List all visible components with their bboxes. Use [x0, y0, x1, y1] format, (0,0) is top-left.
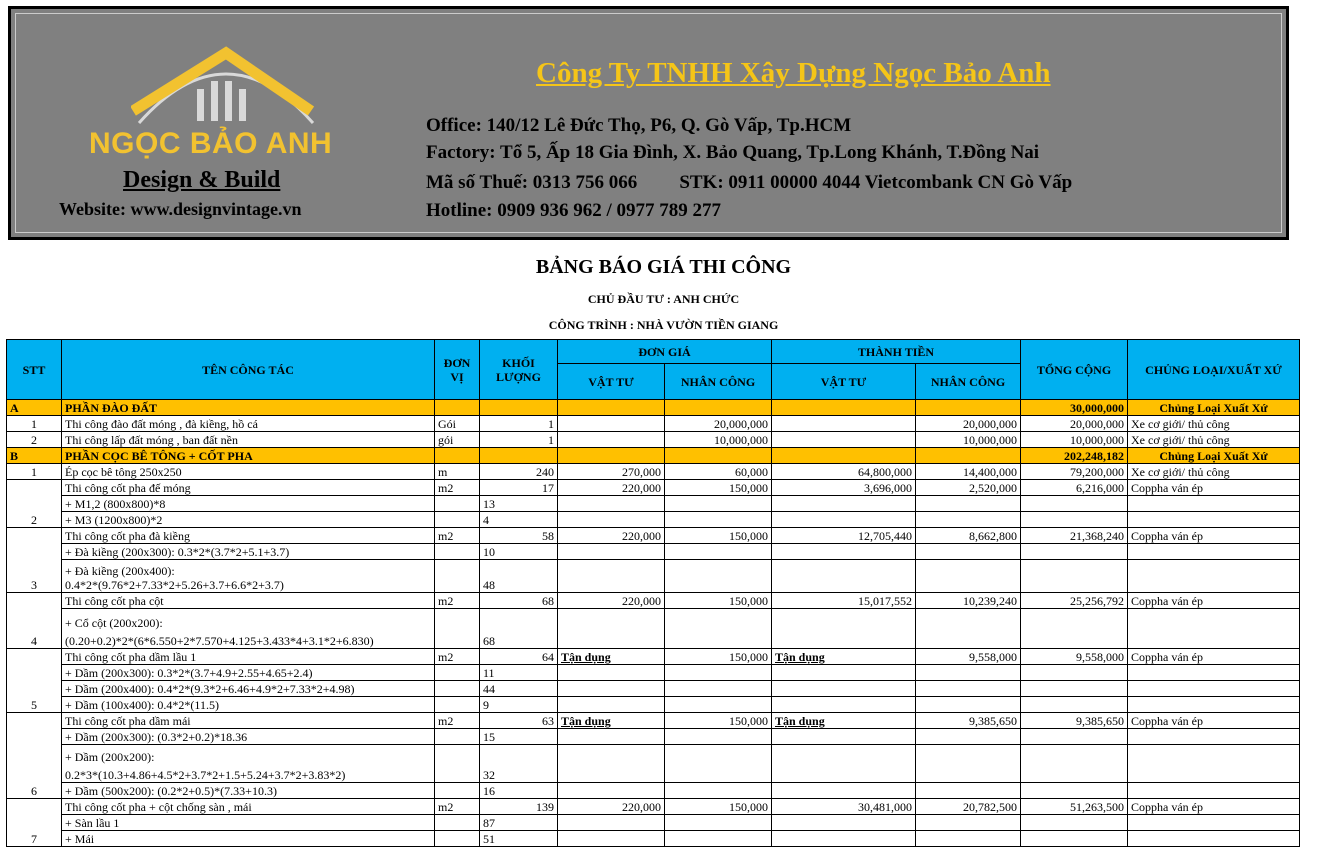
row-unit: gói: [435, 432, 480, 448]
row-stt: 1: [7, 464, 62, 480]
row-amount-labor: 20,000,000: [916, 416, 1021, 432]
row-origin: Xe cơ giới/ thủ công: [1128, 432, 1300, 448]
subrow-task-line1: + Dầm (200x200):: [65, 750, 155, 764]
section-total: 30,000,000: [1021, 400, 1128, 416]
subrow-qty: 4: [480, 512, 558, 528]
table-row: [7, 464, 1300, 480]
row-unit: m2: [435, 649, 480, 665]
table-subrow: [7, 665, 1300, 681]
col-total: TỔNG CỘNG: [1021, 340, 1128, 400]
table-subrow: [7, 512, 1300, 528]
row-amount-labor: 20,782,500: [916, 799, 1021, 815]
website-link[interactable]: Website: www.designvintage.vn: [59, 199, 302, 219]
row-price-material: Tận dụng: [558, 649, 665, 665]
row-price-labor: 150,000: [665, 528, 772, 544]
table-subrow: [7, 783, 1300, 799]
subrow-task: + Dầm (100x400): 0.4*2*(11.5): [62, 697, 435, 713]
subrow-task: + M3 (1200x800)*2: [62, 512, 435, 528]
section-total: 202,248,182: [1021, 448, 1128, 464]
col-price-labor: NHÂN CÔNG: [665, 364, 772, 400]
row-total: 10,000,000: [1021, 432, 1128, 448]
section-row-b: [7, 448, 1300, 464]
investor-line: CHỦ ĐẦU TƯ : ANH CHỨC: [587, 292, 740, 306]
row-amount-material: Tận dụng: [772, 713, 916, 729]
row-qty: 17: [480, 480, 558, 496]
hotline: Hotline: 0909 936 962 / 0977 789 277: [426, 200, 722, 221]
row-amount-material: Tận dụng: [772, 649, 916, 665]
subrow-task: + Sàn lầu 1: [62, 815, 435, 831]
row-task: Thi công cốt pha dầm lầu 1: [62, 649, 435, 665]
row-stt: 2: [7, 432, 62, 448]
subrow-task-line1: + Đà kiềng (200x400):: [65, 564, 175, 578]
row-price-labor: 60,000: [665, 464, 772, 480]
row-amount-labor: 9,558,000: [916, 649, 1021, 665]
section-code: A: [7, 400, 62, 416]
col-amount-material: VẬT TƯ: [772, 364, 916, 400]
table-row: [7, 528, 1300, 544]
table-row: [7, 480, 1300, 496]
row-qty: 68: [480, 593, 558, 609]
subrow-task: + Mái: [62, 831, 435, 847]
row-price-material: 220,000: [558, 528, 665, 544]
row-qty: 63: [480, 713, 558, 729]
row-stt: 5: [7, 649, 62, 713]
row-total: 9,558,000: [1021, 649, 1128, 665]
row-unit: m: [435, 464, 480, 480]
section-code: B: [7, 448, 62, 464]
company-banner: [8, 6, 1289, 240]
subrow-qty: 9: [480, 697, 558, 713]
table-subrow: [7, 729, 1300, 745]
document-title: BẢNG BÁO GIÁ THI CÔNG: [535, 256, 792, 278]
row-task: Thi công cốt pha cột: [62, 593, 435, 609]
table-row: [7, 799, 1300, 815]
table-subrow: [7, 544, 1300, 560]
subrow-task: [62, 609, 435, 649]
row-price-labor: 150,000: [665, 649, 772, 665]
row-price-labor: 150,000: [665, 593, 772, 609]
subrow-task: + Dầm (200x400): 0.4*2*(9.3*2+6.46+4.9*2+7.33*2+4.98): [62, 681, 435, 697]
row-amount-material: 3,696,000: [772, 480, 916, 496]
table-subrow: [7, 815, 1300, 831]
row-amount-material: 15,017,552: [772, 593, 916, 609]
table-subrow: [7, 681, 1300, 697]
table-subrow: [7, 560, 1300, 593]
logo-text: NGỌC BẢO ANH: [89, 127, 333, 160]
factory-address: Factory: Tổ 5, Ấp 18 Gia Đình, X. Bảo Quang, Tp.Long Khánh, T.Đồng Nai: [426, 142, 1040, 163]
col-qty: KHỐI LƯỢNG: [480, 340, 558, 400]
company-name: Công Ty TNHH Xây Dựng Ngọc Bảo Anh: [536, 57, 1051, 89]
row-price-labor: 10,000,000: [665, 432, 772, 448]
row-unit: m2: [435, 528, 480, 544]
header-row: [7, 340, 1300, 364]
col-origin: CHỦNG LOẠI/XUẤT XỨ: [1128, 340, 1300, 400]
subrow-qty: 48: [480, 560, 558, 593]
row-unit: m2: [435, 713, 480, 729]
row-amount-labor: 2,520,000: [916, 480, 1021, 496]
row-amount-labor: 9,385,650: [916, 713, 1021, 729]
table-subrow: [7, 496, 1300, 512]
row-price-material: 220,000: [558, 480, 665, 496]
subrow-qty: 32: [480, 745, 558, 783]
subrow-qty: 10: [480, 544, 558, 560]
col-unit-price: ĐƠN GIÁ: [558, 340, 772, 364]
row-total: 79,200,000: [1021, 464, 1128, 480]
row-price-labor: 150,000: [665, 799, 772, 815]
col-task: TÊN CÔNG TÁC: [62, 340, 435, 400]
subrow-task: + Dầm (500x200): (0.2*2+0.5)*(7.33+10.3): [62, 783, 435, 799]
col-unit: ĐƠN VỊ: [435, 340, 480, 400]
row-price-labor: 150,000: [665, 480, 772, 496]
table-row: [7, 416, 1300, 432]
table-row: [7, 649, 1300, 665]
office-address: Office: 140/12 Lê Đức Thọ, P6, Q. Gò Vấp, Tp.HCM: [426, 115, 852, 136]
row-amount-labor: 14,400,000: [916, 464, 1021, 480]
row-total: 20,000,000: [1021, 416, 1128, 432]
row-stt: 4: [7, 593, 62, 649]
row-origin: Xe cơ giới/ thủ công: [1128, 464, 1300, 480]
table-subrow: [7, 609, 1300, 649]
section-origin: Chủng Loại Xuất Xứ: [1128, 400, 1300, 416]
row-task: Thi công cốt pha + cột chống sàn , mái: [62, 799, 435, 815]
table-row: [7, 432, 1300, 448]
subrow-task-line1: + Cổ cột (200x200):: [65, 616, 163, 630]
row-price-material: Tận dụng: [558, 713, 665, 729]
row-origin: Xe cơ giới/ thủ công: [1128, 416, 1300, 432]
row-qty: 139: [480, 799, 558, 815]
subrow-qty: 13: [480, 496, 558, 512]
row-task: Ép cọc bê tông 250x250: [62, 464, 435, 480]
row-amount-material: 64,800,000: [772, 464, 916, 480]
row-qty: 58: [480, 528, 558, 544]
table-subrow: [7, 745, 1300, 783]
col-stt: STT: [7, 340, 62, 400]
table-row: [7, 593, 1300, 609]
row-total: 6,216,000: [1021, 480, 1128, 496]
table-subrow: [7, 697, 1300, 713]
section-origin: Chủng Loại Xuất Xứ: [1128, 448, 1300, 464]
logo-tagline: Design & Build: [123, 167, 281, 193]
subrow-task: + Dầm (200x300): (0.3*2+0.2)*18.36: [62, 729, 435, 745]
row-stt: 1: [7, 416, 62, 432]
row-price-material: 220,000: [558, 593, 665, 609]
row-stt: 7: [7, 799, 62, 847]
house-logo-icon: [131, 45, 321, 125]
row-task: Thi công đào đất móng , đà kiềng, hồ cá: [62, 416, 435, 432]
row-task: Thi công cốt pha đế móng: [62, 480, 435, 496]
subrow-task: [62, 560, 435, 593]
row-stt: 6: [7, 713, 62, 799]
row-task: Thi công lấp đất móng , ban đất nền: [62, 432, 435, 448]
row-unit: m2: [435, 593, 480, 609]
col-price-material: VẬT TƯ: [558, 364, 665, 400]
quote-table: [6, 339, 1300, 847]
row-total: 25,256,792: [1021, 593, 1128, 609]
subrow-qty: 44: [480, 681, 558, 697]
row-qty: 240: [480, 464, 558, 480]
row-total: 9,385,650: [1021, 713, 1128, 729]
row-price-labor: 20,000,000: [665, 416, 772, 432]
row-unit: Gói: [435, 416, 480, 432]
row-qty: 64: [480, 649, 558, 665]
row-amount-labor: 10,239,240: [916, 593, 1021, 609]
subrow-task: + M1,2 (800x800)*8: [62, 496, 435, 512]
tax-code: Mã số Thuế: 0313 756 066: [426, 172, 638, 193]
section-name: PHẦN ĐÀO ĐẤT: [62, 400, 435, 416]
row-price-material: 220,000: [558, 799, 665, 815]
tax-bank-line: [426, 172, 1072, 194]
row-qty: 1: [480, 416, 558, 432]
subrow-task-line2: (0.20+0.2)*2*(6*6.550+2*7.570+4.125+3.433*4+3.1*2+6.830): [65, 634, 374, 648]
row-origin: Coppha ván ép: [1128, 593, 1300, 609]
subrow-qty: 87: [480, 815, 558, 831]
row-stt: 3: [7, 528, 62, 593]
subrow-qty: 68: [480, 609, 558, 649]
row-unit: m2: [435, 480, 480, 496]
row-task: Thi công cốt pha dầm mái: [62, 713, 435, 729]
row-origin: Coppha ván ép: [1128, 480, 1300, 496]
subrow-task: + Đà kiềng (200x300): 0.3*2*(3.7*2+5.1+3.7): [62, 544, 435, 560]
section-name: PHẦN CỌC BÊ TÔNG + CỐT PHA: [62, 448, 435, 464]
row-origin: Coppha ván ép: [1128, 713, 1300, 729]
subrow-task: + Dầm (200x300): 0.3*2*(3.7+4.9+2.55+4.65+2.4): [62, 665, 435, 681]
row-amount-labor: 8,662,800: [916, 528, 1021, 544]
row-amount-material: 12,705,440: [772, 528, 916, 544]
row-price-labor: 150,000: [665, 713, 772, 729]
bank-account: STK: 0911 00000 4044 Vietcombank CN Gò Vấp: [679, 172, 1073, 193]
subrow-qty: 51: [480, 831, 558, 847]
row-price-material: 270,000: [558, 464, 665, 480]
row-stt: 2: [7, 480, 62, 528]
table-subrow: [7, 831, 1300, 847]
col-amount: THÀNH TIỀN: [772, 340, 1021, 364]
row-amount-labor: 10,000,000: [916, 432, 1021, 448]
subrow-qty: 15: [480, 729, 558, 745]
col-amount-labor: NHÂN CÔNG: [916, 364, 1021, 400]
row-task: Thi công cốt pha đà kiềng: [62, 528, 435, 544]
subrow-task: [62, 745, 435, 783]
row-origin: Coppha ván ép: [1128, 528, 1300, 544]
row-unit: m2: [435, 799, 480, 815]
section-row-a: [7, 400, 1300, 416]
row-amount-material: 30,481,000: [772, 799, 916, 815]
row-total: 21,368,240: [1021, 528, 1128, 544]
subrow-qty: 16: [480, 783, 558, 799]
subrow-qty: 11: [480, 665, 558, 681]
table-row: [7, 713, 1300, 729]
row-origin: Coppha ván ép: [1128, 799, 1300, 815]
subrow-task-line2: 0.4*2*(9.76*2+7.33*2+5.26+3.7+6.6*2+3.7): [65, 578, 284, 592]
project-line: CÔNG TRÌNH : NHÀ VƯỜN TIỀN GIANG: [548, 318, 779, 332]
row-qty: 1: [480, 432, 558, 448]
row-total: 51,263,500: [1021, 799, 1128, 815]
subrow-task-line2: 0.2*3*(10.3+4.86+4.5*2+3.7*2+1.5+5.24+3.7*2+3.83*2): [65, 768, 346, 782]
row-origin: Coppha ván ép: [1128, 649, 1300, 665]
